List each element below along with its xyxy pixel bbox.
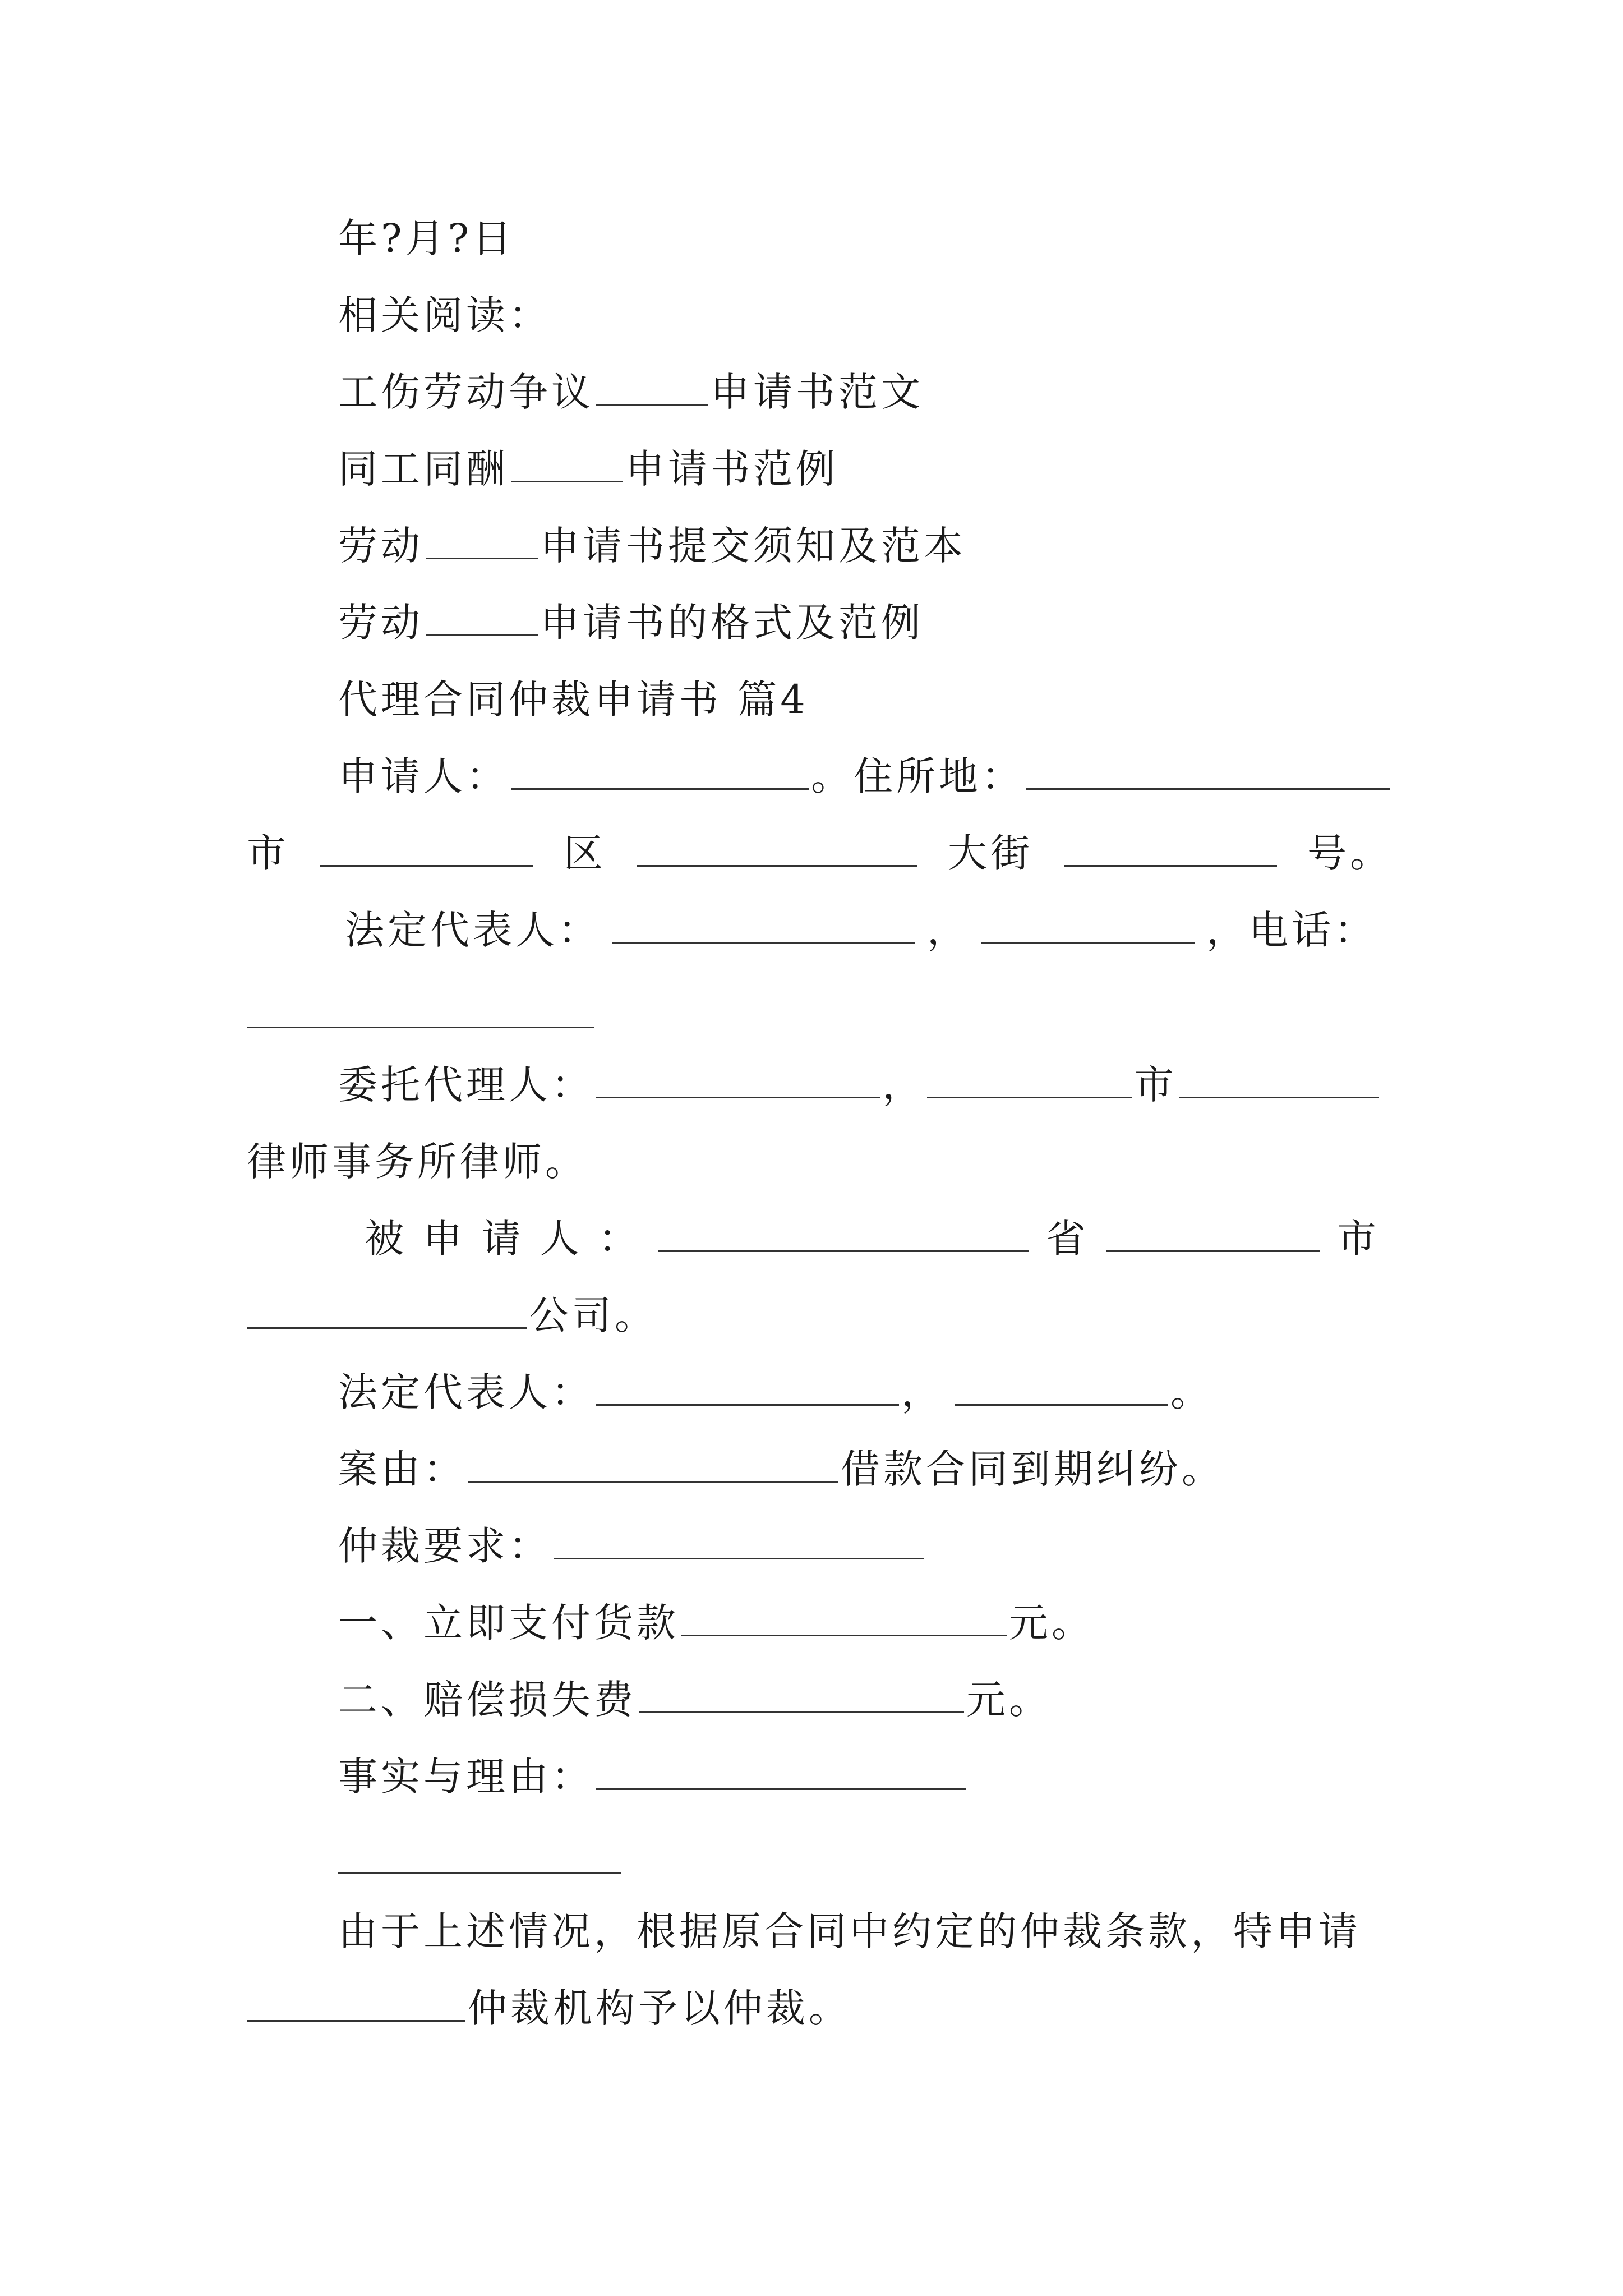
address-line — [247, 831, 1393, 876]
related-link-3-post: 申请书提交须知及范本 — [540, 523, 966, 569]
conclusion-line-2 — [247, 1986, 851, 2031]
agent-name-blank — [596, 1065, 880, 1098]
claim-item-2 — [338, 1677, 1052, 1722]
respondent-rep-end: 。 — [1170, 1369, 1213, 1415]
cause-line — [338, 1447, 1224, 1492]
related-link-1-post: 申请书范文 — [711, 369, 924, 415]
related-link-2-pre: 同工同酬 — [338, 446, 509, 492]
province-label: 省 — [1046, 1216, 1089, 1262]
respondent-name-blank — [658, 1219, 1029, 1252]
respondent-line — [365, 1216, 1380, 1261]
conclusion-line-2-text: 仲裁机构予以仲裁。 — [468, 1985, 851, 2031]
facts-blank — [596, 1757, 966, 1790]
legal-rep-comma: ， — [927, 907, 970, 953]
related-link-2-post: 申请书范例 — [625, 446, 838, 492]
residence-blank — [1026, 757, 1390, 790]
district-blank — [637, 834, 917, 867]
claim-item-2-post: 元。 — [966, 1677, 1052, 1723]
legal-rep-line — [345, 908, 1377, 953]
applicant-name-blank — [511, 757, 809, 790]
date-line: 年?月?日 — [338, 215, 515, 261]
applicant-label: 申请人： — [338, 753, 509, 799]
agent-city-label: 市 — [1134, 1062, 1177, 1108]
claim-item-2-blank — [639, 1680, 964, 1713]
blank-field — [426, 526, 538, 559]
respondent-rep-comma: ， — [901, 1369, 944, 1415]
legal-rep-title-blank — [981, 910, 1195, 944]
city-blank — [320, 834, 533, 867]
respondent-rep-title-blank — [955, 1373, 1168, 1406]
cause-label: 案由： — [338, 1446, 466, 1492]
cause-text: 借款合同到期纠纷。 — [841, 1446, 1224, 1492]
respondent-label: 被 申 请 人 ： — [365, 1216, 642, 1262]
related-reading-heading: 相关阅读： — [338, 292, 551, 338]
related-link-1-pre: 工伤劳动争议 — [338, 369, 594, 415]
applicant-residence-label: 。住所地： — [811, 753, 1024, 799]
respondent-rep-blank — [596, 1373, 899, 1406]
respondent-company-line — [247, 1293, 657, 1338]
legal-rep-blank — [612, 910, 915, 944]
agent-comma: ， — [882, 1062, 925, 1108]
legal-rep-phone-label: ，电话： — [1206, 907, 1377, 953]
number-label: 号。 — [1307, 830, 1393, 876]
claims-blank — [554, 1526, 924, 1559]
related-link-4[interactable] — [338, 600, 924, 645]
district-label: 区 — [564, 830, 606, 876]
street-label: 大街 — [948, 830, 1033, 876]
agent-city-blank — [927, 1065, 1132, 1098]
claim-item-1 — [338, 1600, 1094, 1645]
claims-line — [338, 1524, 926, 1568]
claims-label: 仲裁要求： — [338, 1523, 551, 1569]
phone-blank — [247, 1027, 594, 1028]
claim-item-1-pre: 一、立即支付货款 — [338, 1600, 679, 1646]
institution-blank — [247, 1989, 465, 2022]
claim-item-1-post: 元。 — [1009, 1600, 1094, 1646]
respondent-city-label: 市 — [1336, 1216, 1380, 1262]
company-label: 公司。 — [529, 1292, 657, 1338]
province-blank — [1106, 1219, 1320, 1252]
city-label: 市 — [247, 830, 289, 876]
facts-continuation-blank — [338, 1872, 621, 1874]
related-link-4-post: 申请书的格式及范例 — [540, 600, 924, 646]
blank-field — [511, 449, 623, 482]
facts-line — [338, 1754, 969, 1799]
related-link-3[interactable] — [338, 523, 966, 568]
company-blank — [247, 1296, 527, 1329]
facts-label: 事实与理由： — [338, 1754, 594, 1800]
agent-label: 委托代理人： — [338, 1062, 594, 1108]
related-link-1[interactable] — [338, 370, 924, 415]
applicant-line — [338, 754, 1393, 799]
claim-item-2-pre: 二、赔偿损失费 — [338, 1677, 637, 1723]
related-link-4-pre: 劳动 — [338, 600, 423, 646]
blank-field — [426, 603, 538, 636]
related-link-2[interactable] — [338, 447, 838, 491]
section-title: 代理合同仲裁申请书 篇4 — [338, 677, 809, 723]
agent-line — [338, 1062, 1381, 1107]
respondent-rep-line — [338, 1370, 1213, 1415]
respondent-rep-label: 法定代表人： — [338, 1369, 594, 1415]
legal-rep-label: 法定代表人： — [345, 907, 601, 953]
agent-firm-blank — [1179, 1065, 1379, 1098]
conclusion-line-1: 由于上述情况，根据原合同中约定的仲裁条款，特申请 — [338, 1908, 1361, 1954]
related-link-3-pre: 劳动 — [338, 523, 423, 569]
agent-firm-line: 律师事务所律师。 — [247, 1139, 588, 1185]
blank-field — [596, 372, 708, 406]
cause-blank — [468, 1450, 838, 1483]
claim-item-1-blank — [681, 1603, 1007, 1636]
street-blank — [1064, 834, 1277, 867]
